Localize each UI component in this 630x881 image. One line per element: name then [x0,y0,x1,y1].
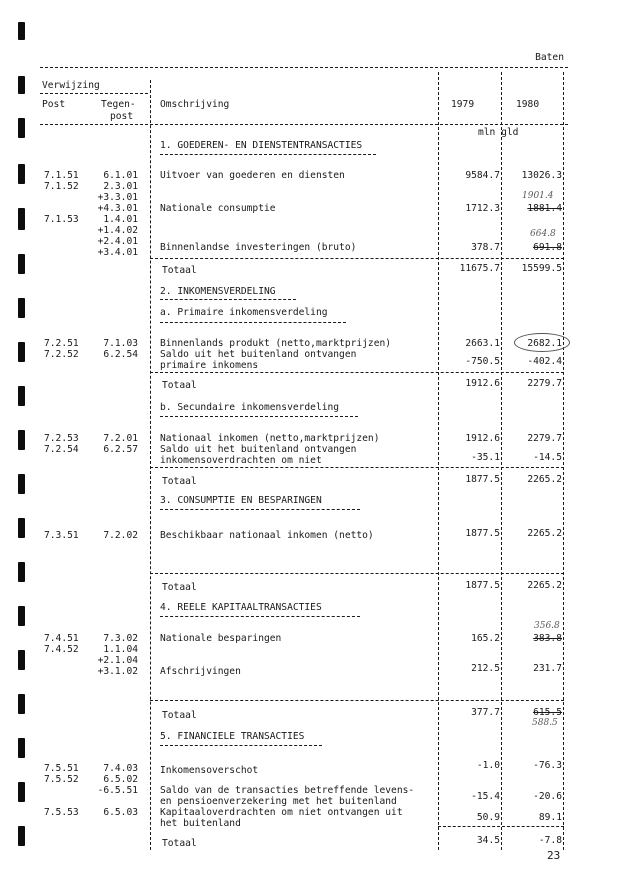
post-code: 7.5.53 [44,807,79,818]
heading-underline [160,154,376,155]
row-description: primaire inkomens [160,360,259,371]
column-separator [438,72,439,850]
post-code: 7.2.51 [44,338,79,349]
page-number: 23 [547,849,561,862]
value-1979: 212.5 [471,663,500,674]
value-1980: 13026.3 [521,170,562,181]
row-description: inkomensoverdrachten om niet [160,455,322,466]
value-1980: 2279.7 [527,378,562,389]
post-code: 7.2.54 [44,444,79,455]
handwritten-correction: 356.8 [534,621,560,631]
row-description: Inkomensoverschot [160,765,259,776]
binding-hole [18,118,25,138]
totaal-label: Totaal [162,582,197,593]
omschrijving-header: Omschrijving [160,99,230,110]
handwritten-correction: 588.5 [532,718,558,728]
unit-label: mln gld [478,127,519,138]
column-separator [563,72,564,850]
tegenpost-code: 1.4.01 [103,214,138,225]
totaal-label: Totaal [162,710,197,721]
binding-hole [18,430,25,450]
row-description: Saldo van de transacties betreffende levens- [160,785,415,796]
value-1979: 1877.5 [465,580,500,591]
post-code: 7.1.53 [44,214,79,225]
binding-hole [18,738,25,758]
binding-hole [18,386,25,406]
verwijzing-label: Verwijzing [42,80,100,91]
tegenpost-code: 6.5.02 [103,774,138,785]
row-description: Binnenlandse investeringen (bruto) [160,242,357,253]
section-heading: 5. FINANCIELE TRANSACTIES [160,731,305,742]
total-rule [150,467,564,468]
value-1980: 383.8 [533,633,562,644]
value-1980: -14.5 [533,452,562,463]
post-header: Post [42,99,66,110]
value-1980: 231.7 [533,663,562,674]
post-code: 7.5.52 [44,774,79,785]
value-1979: -35.1 [471,452,500,463]
tegenpost-code: 6.5.03 [103,807,138,818]
value-1979: 165.2 [471,633,500,644]
binding-hole [18,22,25,40]
section-heading: 1. GOEDEREN- EN DIENSTENTRANSACTIES [160,140,363,151]
value-1979: 50.9 [476,812,500,823]
value-1980: 2265.2 [527,580,562,591]
verwijzing-rule [40,93,148,94]
value-1979: 9584.7 [465,170,500,181]
row-description: Nationale consumptie [160,203,276,214]
value-1979: 1877.5 [465,474,500,485]
post-code: 7.1.52 [44,181,79,192]
value-1979: -15.4 [471,791,500,802]
heading-underline [160,416,358,417]
value-1979: 377.7 [471,707,500,718]
tegenpost-code: 7.1.03 [103,338,138,349]
binding-hole [18,694,25,714]
tegenpost-code: +3.4.01 [97,247,138,258]
row-description: Beschikbaar nationaal inkomen (netto) [160,530,374,541]
total-rule [438,826,564,827]
post-code: 7.3.51 [44,530,79,541]
year-1979-header: 1979 [451,99,475,110]
tegenpost-code: 6.1.01 [103,170,138,181]
post-code: 7.5.51 [44,763,79,774]
tegenpost-code: -6.5.51 [97,785,138,796]
tegenpost-code: 6.2.57 [103,444,138,455]
tegenpost-code: +3.3.01 [97,192,138,203]
value-1980: 89.1 [538,812,562,823]
subsection-heading: b. Secundaire inkomensverdeling [160,402,340,413]
tegenpost-code: 7.3.02 [103,633,138,644]
heading-underline [160,509,360,510]
value-1980: -402.4 [527,356,562,367]
binding-hole [18,650,25,670]
year-1980-header: 1980 [516,99,540,110]
row-description: Nationale besparingen [160,633,282,644]
binding-hole [18,474,25,494]
value-1980: 2265.2 [527,474,562,485]
binding-hole [18,208,25,230]
totaal-label: Totaal [162,838,197,849]
row-description: en pensioenverzekering met het buitenland [160,796,397,807]
value-1980: -20.6 [533,791,562,802]
value-1980: 15599.5 [521,263,562,274]
tegenpost-header: Tegen- [101,99,136,110]
value-1979: 378.7 [471,242,500,253]
subsection-heading: a. Primaire inkomensverdeling [160,307,328,318]
post-code: 7.2.52 [44,349,79,360]
totaal-label: Totaal [162,265,197,276]
section-heading: 3. CONSUMPTIE EN BESPARINGEN [160,495,322,506]
total-rule [150,700,564,701]
tegenpost-code: 1.1.04 [103,644,138,655]
value-1979: 1912.6 [465,433,500,444]
tegenpost-code: +2.4.01 [97,236,138,247]
value-1979: 34.5 [476,835,500,846]
post-code: 7.4.51 [44,633,79,644]
value-1980: -7.8 [538,835,562,846]
row-description: Saldo uit het buitenland ontvangen [160,349,357,360]
row-description: Uitvoer van goederen en diensten [160,170,345,181]
binding-hole [18,826,25,846]
heading-underline [160,745,322,746]
row-description: het buitenland [160,818,241,829]
binding-hole [18,562,25,582]
row-description: Nationaal inkomen (netto,marktprijzen) [160,433,380,444]
binding-hole [18,342,25,362]
value-1980: 691.8 [533,242,562,253]
tegenpost-code: 7.2.01 [103,433,138,444]
value-1979: 2663.1 [465,338,500,349]
binding-hole [18,298,25,318]
binding-hole [18,606,25,626]
binding-hole [18,254,25,274]
binding-hole [18,782,25,802]
section-heading: 4. REELE KAPITAALTRANSACTIES [160,602,322,613]
post-code: 7.4.52 [44,644,79,655]
tegenpost-code: +3.1.02 [97,666,138,677]
section-heading: 2. INKOMENSVERDELING [160,286,276,297]
totaal-label: Totaal [162,476,197,487]
handwritten-correction: 1901.4 [522,191,554,201]
value-1979: -750.5 [465,356,500,367]
tegenpost-code: +1.4.02 [97,225,138,236]
row-description: Binnenlands produkt (netto,marktprijzen) [160,338,392,349]
value-1980: 1881.4 [527,203,562,214]
total-rule [150,573,564,574]
row-description: Afschrijvingen [160,666,241,677]
value-1979: 1712.3 [465,203,500,214]
value-1979: 11675.7 [459,263,500,274]
tegenpost-code: 6.2.54 [103,349,138,360]
tegenpost-code: +4.3.01 [97,203,138,214]
tegenpost-code: 7.2.02 [103,530,138,541]
post-code: 7.1.51 [44,170,79,181]
binding-hole [18,518,25,538]
value-1979: -1.0 [476,760,500,771]
tegenpost-header-2: post [110,111,134,122]
header-rule [40,67,568,68]
value-1980: 2265.2 [527,528,562,539]
binding-hole [18,76,25,94]
binding-hole [18,164,25,184]
row-description: Saldo uit het buitenland ontvangen [160,444,357,455]
baten-label: Baten [535,52,564,63]
heading-underline [160,299,296,300]
heading-underline [160,616,360,617]
total-rule [150,372,564,373]
column-separator [150,80,151,850]
total-rule [150,258,564,259]
header-bottom-rule [40,124,568,125]
tegenpost-code: +2.1.04 [97,655,138,666]
heading-underline [160,322,346,323]
value-1980: 615.5 [533,707,562,718]
handwritten-circle [514,333,570,352]
value-1980: 2682.1 [527,338,562,349]
tegenpost-code: 7.4.03 [103,763,138,774]
row-description: Kapitaaloverdrachten om niet ontvangen uit [160,807,403,818]
handwritten-correction: 664.8 [530,229,556,239]
value-1980: 2279.7 [527,433,562,444]
totaal-label: Totaal [162,380,197,391]
tegenpost-code: 2.3.01 [103,181,138,192]
value-1979: 1877.5 [465,528,500,539]
value-1979: 1912.6 [465,378,500,389]
value-1980: -76.3 [533,760,562,771]
post-code: 7.2.53 [44,433,79,444]
